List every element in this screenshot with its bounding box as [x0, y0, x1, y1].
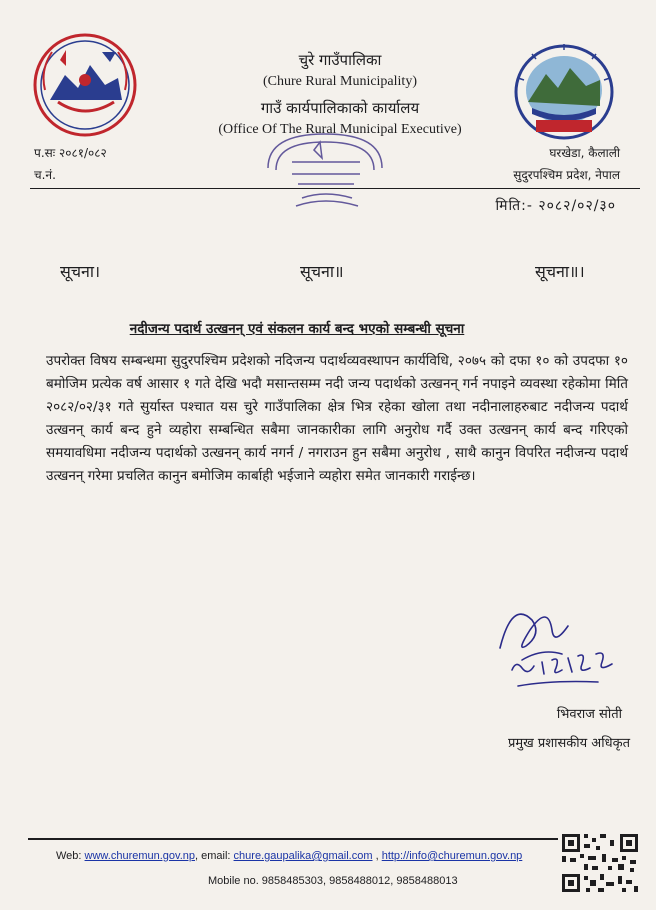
header-office-np: गाउँ कार्यपालिकाको कार्यालय	[260, 99, 420, 117]
notice-subject: नदीजन्य पदार्थ उत्खनन् एवं संकलन कार्य बन्द भएको सम्बन्धी सूचना	[129, 321, 465, 337]
email-link[interactable]: chure.gaupalika@gmail.com	[233, 850, 373, 862]
issue-date: मिति:- २०८२/०२/३०	[495, 198, 616, 214]
footer-separator: ,	[375, 850, 379, 862]
notice-heading-1: सूचना।	[60, 262, 101, 281]
footer-mobile: Mobile no. 9858485303, 9858488012, 9858488013	[208, 875, 458, 887]
footer-contact-line	[56, 850, 522, 862]
signatory-title: प्रमुख प्रशासकीय अधिकृत	[507, 736, 630, 751]
header-office-en: (Office Of The Rural Municipal Executive)	[218, 122, 462, 137]
email-label: , email:	[195, 850, 231, 862]
reference-ps: प.सः २०८१/०८२	[34, 146, 107, 160]
notice-heading-3: सूचना॥।	[535, 262, 585, 281]
notice-heading-2: सूचना॥	[300, 262, 344, 281]
website-link[interactable]: www.churemun.gov.np	[84, 850, 196, 862]
address-line-1: घरखेडा, कैलाली	[549, 146, 620, 160]
header-name-en: (Chure Rural Municipality)	[263, 74, 417, 89]
notice-body: उपरोक्त विषय सम्बन्धमा सुदुरपश्चिम प्रदेशको नदिजन्य पदार्थव्यवस्थापन कार्यविधि, २०७५ को दफा १० को उपदफा १० बमोजिम प्रत्येक वर्ष आसार १ गते देखि भदौ मसान्तसम्म नदी जन्य पदार्थको उत्खनन् गर्न नपाइने व्यवस्था रहेकोमा मिति २०८२/०२/३१ गते सुर्यास्त पश्चात यस चुरे गाउँपालिका क्षेत्र भित्र रहेका खोला तथा नदीनालाहरुबाट नदीजन्य पदार्थ उत्खनन् कार्य बन्द हुने व्यहोरा सम्बन्धित सबैमा जानकारीका लागि अनुरोध गर्दै उक्त उत्खनन् कार्य बन्द गरिएको समयावधिमा नदीजन्य पदार्थको उत्खनन् कार्य नगर्न / नगराउन हुन सबैमा अनुरोध , साथै कानुन विपरित नदीजन्य पदार्थ उत्खनन् गरेमा प्रचलित कानुन बमोजिम कार्बाही भईजाने व्यहोरा समेत जानकारी गराईन्छ।	[46, 353, 628, 484]
reference-chn: च.नं.	[34, 168, 56, 182]
web-label: Web:	[56, 850, 82, 862]
municipality-logo-icon	[512, 42, 616, 142]
office-stamp-icon	[262, 128, 388, 208]
address-line-2: सुदुरपश्चिम प्रदेश, नेपाल	[513, 168, 620, 182]
footer-divider	[28, 838, 558, 840]
info-link[interactable]: http://info@churemun.gov.np	[381, 850, 523, 862]
header-name-np: चुरे गाउँपालिका	[298, 51, 382, 69]
qr-code-icon	[560, 832, 640, 894]
nepal-emblem-icon	[30, 30, 140, 140]
signatory-name: भिवराज सोती	[556, 707, 622, 722]
signature-icon	[482, 590, 632, 710]
